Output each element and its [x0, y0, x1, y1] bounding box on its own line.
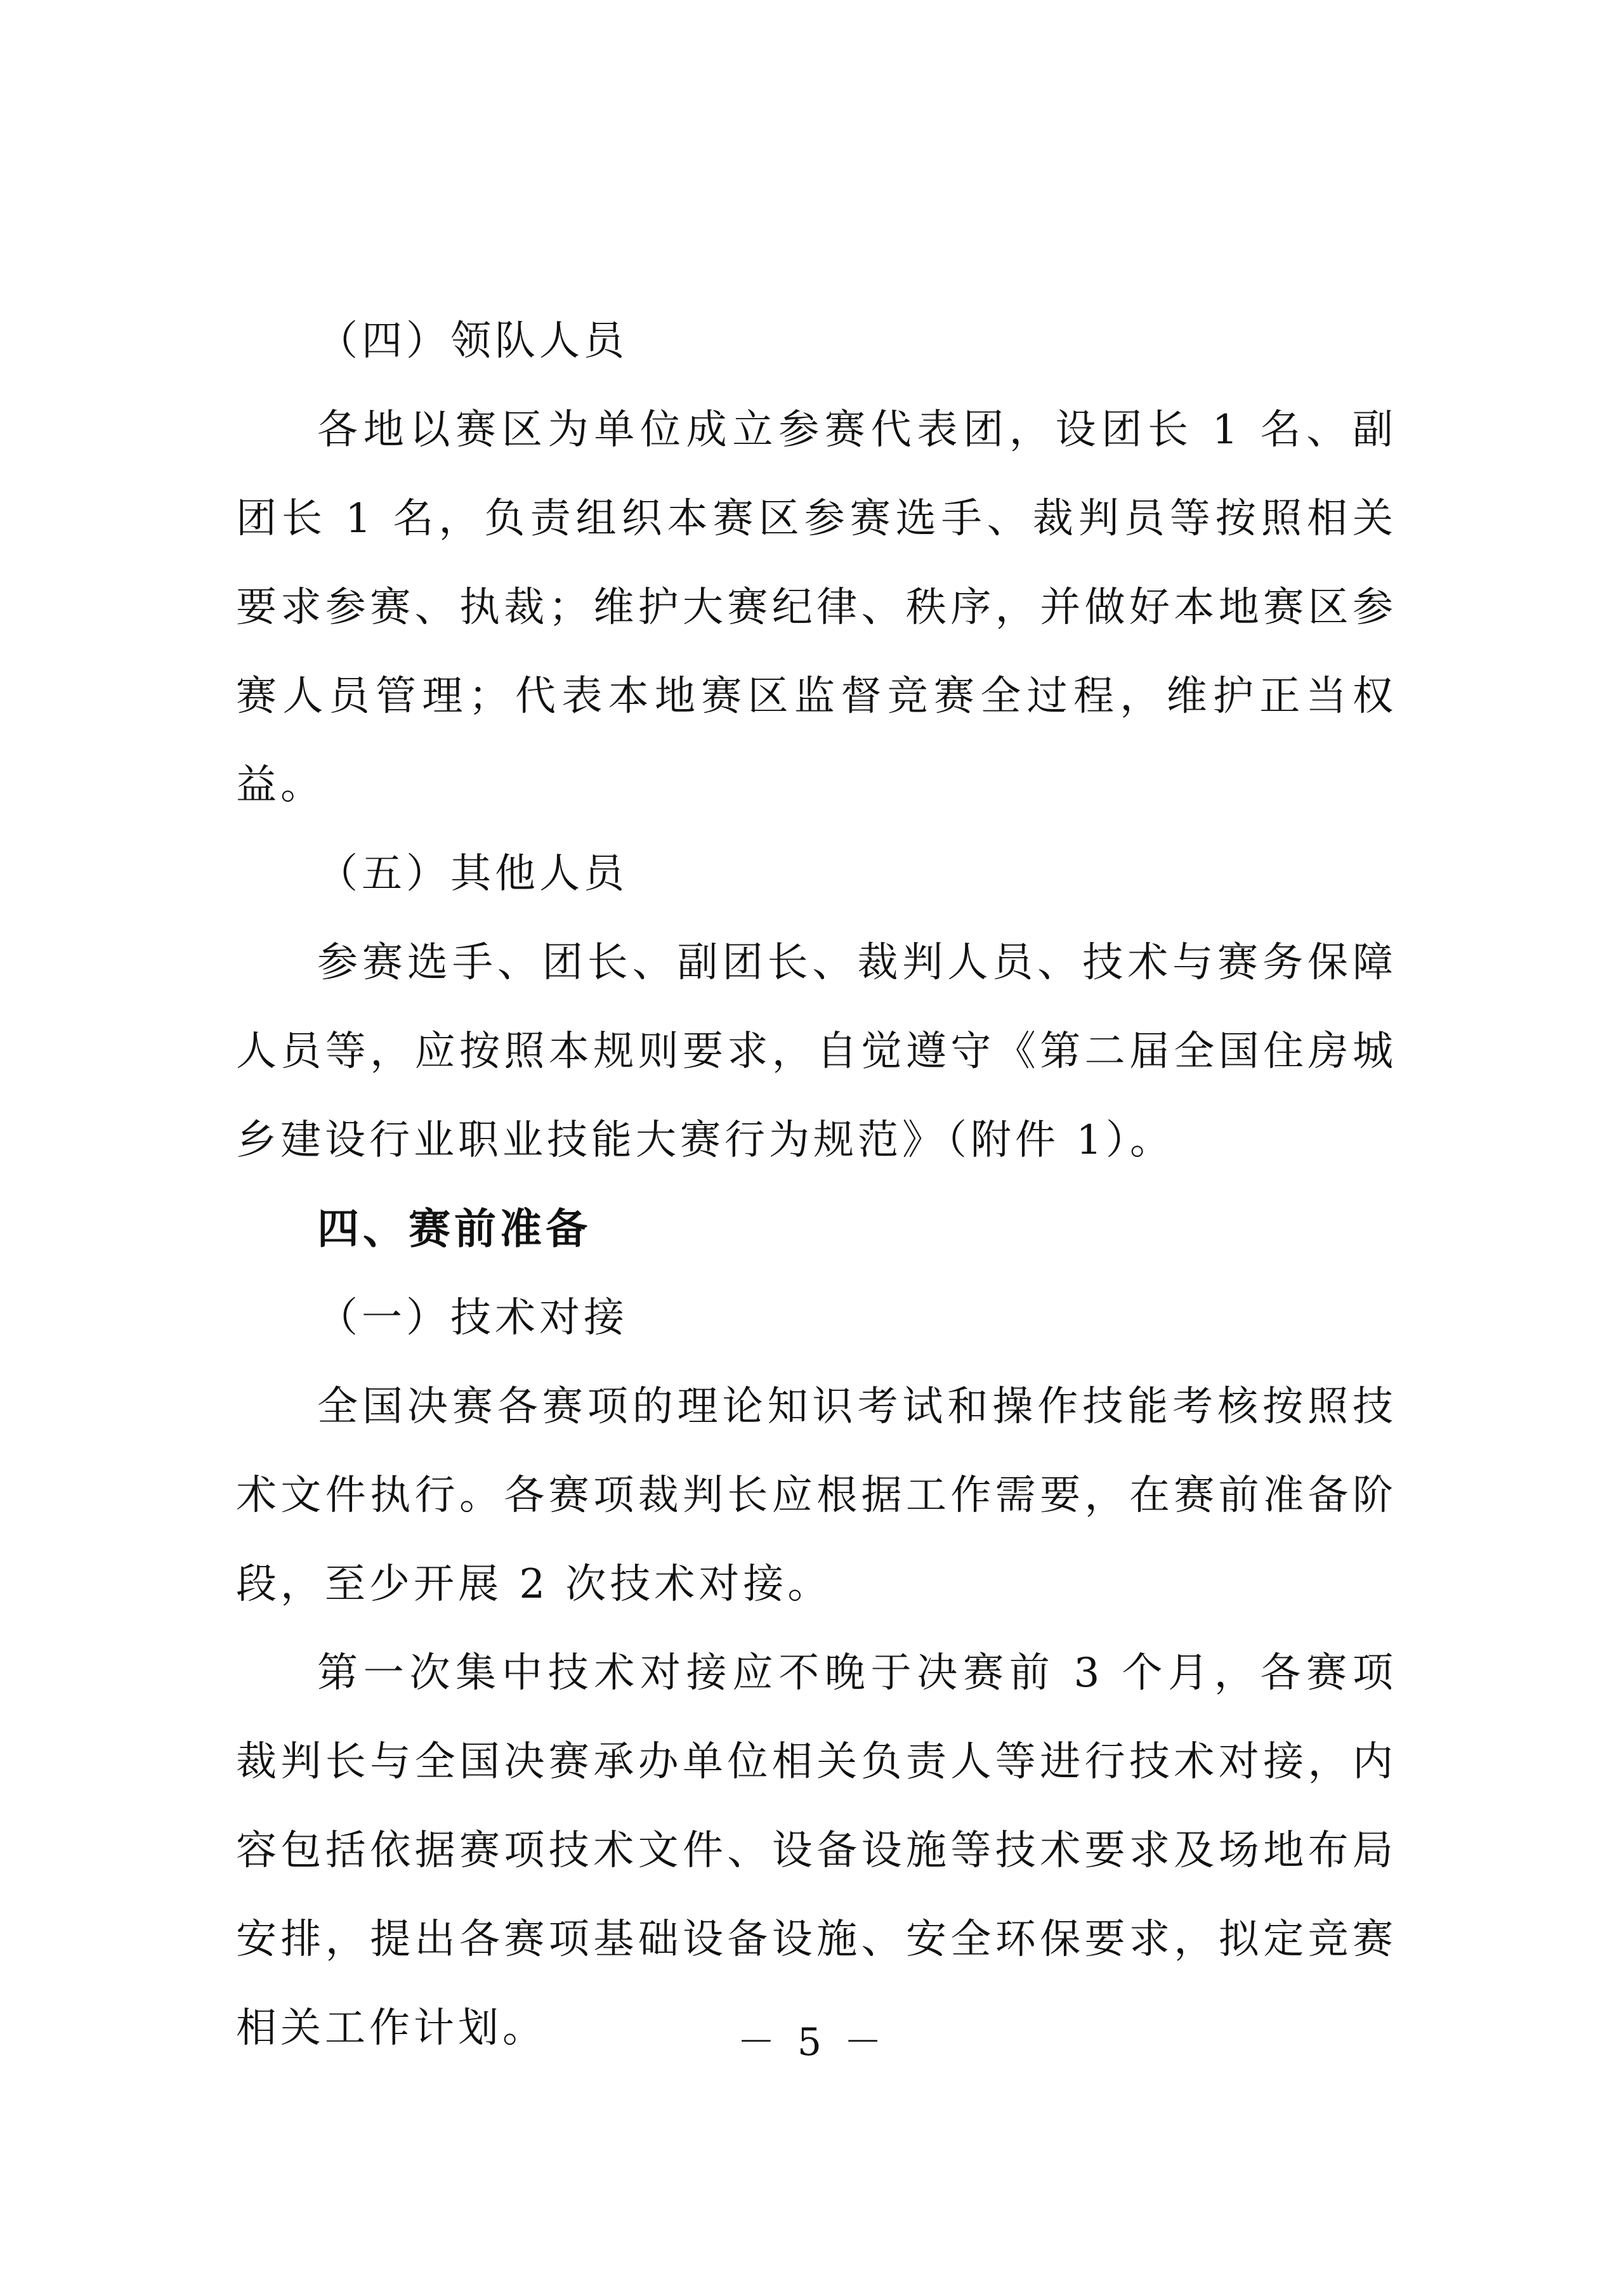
section-heading-team-leaders: （四）领队人员 — [317, 318, 628, 365]
paragraph-other-personnel: 参赛选手、团长、副团长、裁判人员、技术与赛务保障人员等，应按照本规则要求，自觉遵守《第二届全国住房城乡建设行业职业技能大赛行为规范》（附件 1）。 — [236, 939, 1397, 1164]
chapter-heading-pre-competition: 四、赛前准备 — [317, 1204, 591, 1253]
page-number: － 5 － — [737, 2020, 887, 2064]
section-heading-other-personnel: （五）其他人员 — [317, 851, 628, 897]
paragraph-first-liaison: 第一次集中技术对接应不晚于决赛前 3 个月，各赛项裁判长与全国决赛承办单位相关负责人等进行技术对接，内容包括依据赛项技术文件、设备设施等技术要求及场地布局安排，提出各赛项基础设备设施、安全环保要求，拟定竞赛相关工作计划。 — [236, 1650, 1397, 2052]
document-body — [236, 297, 1397, 2073]
section-heading-technical-liaison: （一）技术对接 — [317, 1295, 628, 1341]
paragraph-technical-liaison: 全国决赛各赛项的理论知识考试和操作技能考核按照技术文件执行。各赛项裁判长应根据工作需要，在赛前准备阶段，至少开展 2 次技术对接。 — [236, 1383, 1397, 1608]
paragraph-team-leaders: 各地以赛区为单位成立参赛代表团，设团长 1 名、副团长 1 名，负责组织本赛区参赛选手、裁判员等按照相关要求参赛、执裁；维护大赛纪律、秩序，并做好本地赛区参赛人员管理；代表本地赛区监督竞赛全过程，维护正当权益。 — [236, 407, 1397, 809]
